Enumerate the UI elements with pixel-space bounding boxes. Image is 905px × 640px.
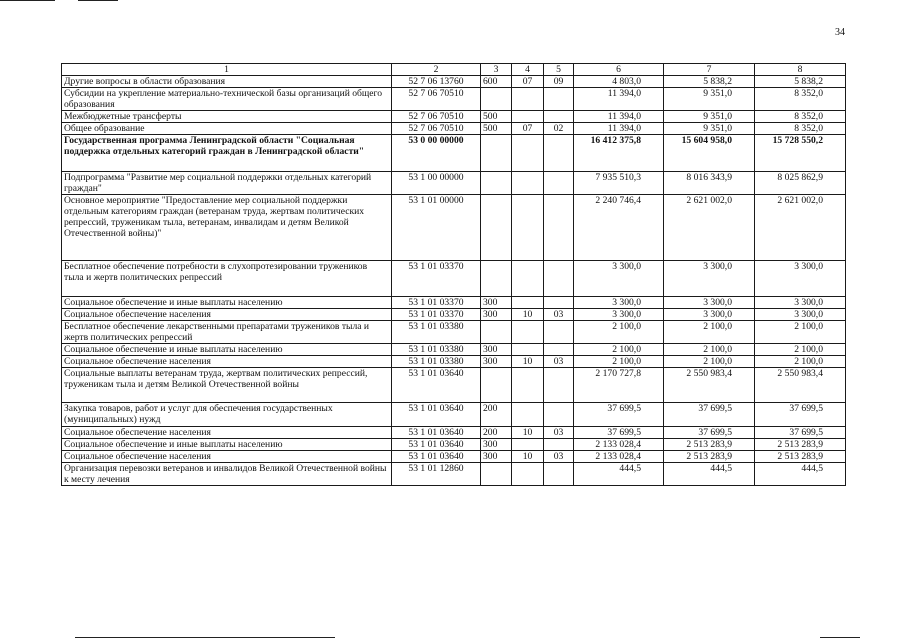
table-row xyxy=(62,195,846,261)
amount-col7-cell: 9 351,0 xyxy=(664,111,755,123)
section-cell xyxy=(512,462,544,485)
row-name-cell: Бесплатное обеспечение лекарственными препаратами тружеников тыла и жертв политических репрессий xyxy=(62,321,392,344)
subsection-cell xyxy=(544,438,574,450)
amount-col6-cell: 2 100,0 xyxy=(574,321,664,344)
table-row xyxy=(62,403,846,426)
table-row xyxy=(62,297,846,309)
subsection-cell: 03 xyxy=(544,356,574,368)
amount-col6-cell: 2 133 028,4 xyxy=(574,450,664,462)
section-cell xyxy=(512,403,544,426)
amount-col7-cell: 5 838,2 xyxy=(664,76,755,88)
target-code-cell: 53 1 01 03640 xyxy=(392,403,481,426)
row-name-cell: Социальное обеспечение и иные выплаты населению xyxy=(62,438,392,450)
subsection-cell xyxy=(544,88,574,111)
expense-type-cell: 500 xyxy=(481,123,512,135)
amount-col7-cell: 15 604 958,0 xyxy=(664,135,755,172)
target-code-cell: 53 0 00 00000 xyxy=(392,135,481,172)
header-cell: 4 xyxy=(512,64,544,76)
amount-col7-cell: 3 300,0 xyxy=(664,309,755,321)
subsection-cell xyxy=(544,344,574,356)
section-cell: 07 xyxy=(512,76,544,88)
amount-col6-cell: 7 935 510,3 xyxy=(574,172,664,195)
section-cell xyxy=(512,321,544,344)
target-code-cell: 52 7 06 70510 xyxy=(392,88,481,111)
amount-col6-cell: 16 412 375,8 xyxy=(574,135,664,172)
table-row xyxy=(62,426,846,438)
subsection-cell: 02 xyxy=(544,123,574,135)
header-cell: 2 xyxy=(392,64,481,76)
expense-type-cell xyxy=(481,172,512,195)
target-code-cell: 52 7 06 70510 xyxy=(392,111,481,123)
amount-col8-cell: 444,5 xyxy=(755,462,846,485)
target-code-cell: 53 1 01 03380 xyxy=(392,321,481,344)
amount-col7-cell: 9 351,0 xyxy=(664,123,755,135)
amount-col6-cell: 37 699,5 xyxy=(574,403,664,426)
amount-col6-cell: 37 699,5 xyxy=(574,426,664,438)
expense-type-cell xyxy=(481,88,512,111)
section-cell xyxy=(512,88,544,111)
expense-type-cell xyxy=(481,462,512,485)
row-name-cell: Государственная программа Ленинградской области "Социальная поддержка отдельных категорий граждан в Ленинградской области" xyxy=(62,135,392,172)
amount-col8-cell: 37 699,5 xyxy=(755,426,846,438)
subsection-cell xyxy=(544,261,574,297)
subsection-cell xyxy=(544,462,574,485)
subsection-cell: 03 xyxy=(544,309,574,321)
amount-col6-cell: 444,5 xyxy=(574,462,664,485)
target-code-cell: 53 1 01 03640 xyxy=(392,450,481,462)
section-cell xyxy=(512,344,544,356)
amount-col8-cell: 2 621 002,0 xyxy=(755,195,846,261)
section-cell: 10 xyxy=(512,450,544,462)
scan-edge-line-top-left xyxy=(0,0,55,1)
row-name-cell: Бесплатное обеспечение потребности в слухопротезировании тружеников тыла и жертв политических репрессий xyxy=(62,261,392,297)
amount-col8-cell: 5 838,2 xyxy=(755,76,846,88)
row-name-cell: Социальное обеспечение населения xyxy=(62,356,392,368)
expense-type-cell: 200 xyxy=(481,426,512,438)
table-header-row xyxy=(62,64,846,76)
row-name-cell: Организация перевозки ветеранов и инвалидов Великой Отечественной войны к месту лечения xyxy=(62,462,392,485)
table-row xyxy=(62,261,846,297)
target-code-cell: 53 1 01 03380 xyxy=(392,344,481,356)
table-row xyxy=(62,368,846,403)
subsection-cell xyxy=(544,172,574,195)
section-cell: 10 xyxy=(512,426,544,438)
amount-col8-cell: 3 300,0 xyxy=(755,309,846,321)
row-name-cell: Подпрограмма "Развитие мер социальной поддержки отдельных категорий граждан" xyxy=(62,172,392,195)
section-cell xyxy=(512,261,544,297)
target-code-cell: 53 1 01 03380 xyxy=(392,356,481,368)
expense-type-cell xyxy=(481,135,512,172)
table-row xyxy=(62,76,846,88)
target-code-cell: 53 1 01 00000 xyxy=(392,195,481,261)
section-cell xyxy=(512,135,544,172)
header-cell: 6 xyxy=(574,64,664,76)
expense-type-cell: 600 xyxy=(481,76,512,88)
amount-col6-cell: 4 803,0 xyxy=(574,76,664,88)
table-row xyxy=(62,438,846,450)
table-row xyxy=(62,88,846,111)
amount-col7-cell: 2 621 002,0 xyxy=(664,195,755,261)
subsection-cell: 03 xyxy=(544,426,574,438)
subsection-cell: 03 xyxy=(544,450,574,462)
amount-col8-cell: 8 352,0 xyxy=(755,88,846,111)
header-cell: 3 xyxy=(481,64,512,76)
table-row xyxy=(62,135,846,172)
expense-type-cell: 300 xyxy=(481,450,512,462)
section-cell xyxy=(512,172,544,195)
subsection-cell xyxy=(544,111,574,123)
amount-col6-cell: 2 133 028,4 xyxy=(574,438,664,450)
target-code-cell: 53 1 00 00000 xyxy=(392,172,481,195)
amount-col8-cell: 8 352,0 xyxy=(755,111,846,123)
table-row xyxy=(62,344,846,356)
row-name-cell: Субсидии на укрепление материально-технической базы организаций общего образования xyxy=(62,88,392,111)
table-row xyxy=(62,309,846,321)
amount-col6-cell: 11 394,0 xyxy=(574,111,664,123)
header-cell: 1 xyxy=(62,64,392,76)
amount-col8-cell: 2 100,0 xyxy=(755,356,846,368)
amount-col8-cell: 8 025 862,9 xyxy=(755,172,846,195)
amount-col7-cell: 2 513 283,9 xyxy=(664,450,755,462)
row-name-cell: Социальное обеспечение и иные выплаты населению xyxy=(62,344,392,356)
section-cell: 10 xyxy=(512,309,544,321)
subsection-cell xyxy=(544,403,574,426)
target-code-cell: 52 7 06 70510 xyxy=(392,123,481,135)
amount-col6-cell: 2 170 727,8 xyxy=(574,368,664,403)
subsection-cell xyxy=(544,297,574,309)
expense-type-cell: 300 xyxy=(481,297,512,309)
amount-col8-cell: 2 513 283,9 xyxy=(755,438,846,450)
table-row xyxy=(62,462,846,485)
amount-col8-cell: 15 728 550,2 xyxy=(755,135,846,172)
row-name-cell: Межбюджетные трансферты xyxy=(62,111,392,123)
amount-col6-cell: 11 394,0 xyxy=(574,88,664,111)
header-cell: 7 xyxy=(664,64,755,76)
amount-col7-cell: 444,5 xyxy=(664,462,755,485)
amount-col8-cell: 8 352,0 xyxy=(755,123,846,135)
target-code-cell: 53 1 01 03640 xyxy=(392,426,481,438)
expense-type-cell: 200 xyxy=(481,403,512,426)
table-row xyxy=(62,111,846,123)
budget-table xyxy=(61,63,846,486)
expense-type-cell: 300 xyxy=(481,344,512,356)
subsection-cell: 09 xyxy=(544,76,574,88)
amount-col8-cell: 2 513 283,9 xyxy=(755,450,846,462)
amount-col8-cell: 2 550 983,4 xyxy=(755,368,846,403)
table-row xyxy=(62,450,846,462)
target-code-cell: 52 7 06 13760 xyxy=(392,76,481,88)
row-name-cell: Другие вопросы в области образования xyxy=(62,76,392,88)
subsection-cell xyxy=(544,195,574,261)
row-name-cell: Закупка товаров, работ и услуг для обеспечения государственных (муниципальных) нужд xyxy=(62,403,392,426)
amount-col8-cell: 2 100,0 xyxy=(755,321,846,344)
amount-col6-cell: 11 394,0 xyxy=(574,123,664,135)
expense-type-cell xyxy=(481,195,512,261)
section-cell xyxy=(512,195,544,261)
amount-col6-cell: 2 100,0 xyxy=(574,356,664,368)
target-code-cell: 53 1 01 03640 xyxy=(392,368,481,403)
section-cell: 07 xyxy=(512,123,544,135)
row-name-cell: Основное мероприятие "Предоставление мер социальной поддержки отдельным категориям граждан (ветеранам труда, жертвам политических репрессий, труженикам тыла, ветеранам, инвалидам и детям Великой Отечественной войны)" xyxy=(62,195,392,261)
amount-col7-cell: 9 351,0 xyxy=(664,88,755,111)
section-cell xyxy=(512,368,544,403)
expense-type-cell: 500 xyxy=(481,111,512,123)
table-row xyxy=(62,172,846,195)
amount-col7-cell: 2 100,0 xyxy=(664,356,755,368)
scan-edge-line-bottom-right xyxy=(820,637,860,638)
target-code-cell: 53 1 01 03370 xyxy=(392,261,481,297)
amount-col7-cell: 37 699,5 xyxy=(664,426,755,438)
section-cell xyxy=(512,438,544,450)
table-row xyxy=(62,321,846,344)
amount-col7-cell: 2 550 983,4 xyxy=(664,368,755,403)
expense-type-cell xyxy=(481,368,512,403)
header-cell: 8 xyxy=(755,64,846,76)
amount-col6-cell: 2 100,0 xyxy=(574,344,664,356)
row-name-cell: Социальное обеспечение и иные выплаты населению xyxy=(62,297,392,309)
page-number: 34 xyxy=(835,27,845,38)
amount-col7-cell: 2 100,0 xyxy=(664,321,755,344)
row-name-cell: Социальное обеспечение населения xyxy=(62,450,392,462)
subsection-cell xyxy=(544,368,574,403)
expense-type-cell xyxy=(481,261,512,297)
expense-type-cell: 300 xyxy=(481,309,512,321)
target-code-cell: 53 1 01 03370 xyxy=(392,309,481,321)
amount-col7-cell: 2 513 283,9 xyxy=(664,438,755,450)
row-name-cell: Социальное обеспечение населения xyxy=(62,309,392,321)
section-cell xyxy=(512,111,544,123)
expense-type-cell xyxy=(481,321,512,344)
row-name-cell: Общее образование xyxy=(62,123,392,135)
row-name-cell: Социальное обеспечение населения xyxy=(62,426,392,438)
target-code-cell: 53 1 01 03370 xyxy=(392,297,481,309)
row-name-cell: Социальные выплаты ветеранам труда, жертвам политических репрессий, труженикам тыла и детям Великой Отечественной войны xyxy=(62,368,392,403)
section-cell xyxy=(512,297,544,309)
amount-col6-cell: 3 300,0 xyxy=(574,297,664,309)
target-code-cell: 53 1 01 12860 xyxy=(392,462,481,485)
amount-col7-cell: 3 300,0 xyxy=(664,261,755,297)
amount-col8-cell: 3 300,0 xyxy=(755,297,846,309)
scan-edge-line-top-mid xyxy=(78,0,118,1)
expense-type-cell: 300 xyxy=(481,438,512,450)
scan-edge-line-bottom xyxy=(75,637,335,638)
amount-col8-cell: 37 699,5 xyxy=(755,403,846,426)
amount-col8-cell: 2 100,0 xyxy=(755,344,846,356)
amount-col7-cell: 2 100,0 xyxy=(664,344,755,356)
subsection-cell xyxy=(544,321,574,344)
amount-col8-cell: 3 300,0 xyxy=(755,261,846,297)
target-code-cell: 53 1 01 03640 xyxy=(392,438,481,450)
amount-col6-cell: 3 300,0 xyxy=(574,261,664,297)
table-row xyxy=(62,356,846,368)
amount-col7-cell: 8 016 343,9 xyxy=(664,172,755,195)
table-row xyxy=(62,123,846,135)
amount-col7-cell: 3 300,0 xyxy=(664,297,755,309)
subsection-cell xyxy=(544,135,574,172)
amount-col6-cell: 3 300,0 xyxy=(574,309,664,321)
amount-col7-cell: 37 699,5 xyxy=(664,403,755,426)
section-cell: 10 xyxy=(512,356,544,368)
expense-type-cell: 300 xyxy=(481,356,512,368)
amount-col6-cell: 2 240 746,4 xyxy=(574,195,664,261)
header-cell: 5 xyxy=(544,64,574,76)
